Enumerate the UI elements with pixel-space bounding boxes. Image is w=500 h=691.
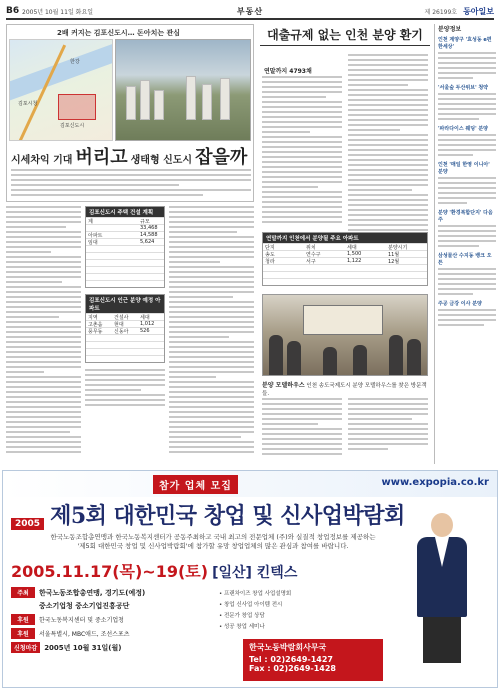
expo-url[interactable]: www.expopia.co.kr — [381, 477, 489, 488]
info-row: 중소기업청 중소기업진흥공단 — [39, 602, 130, 610]
sidebar-item: '서울숲 두산위브' 청약 — [438, 84, 496, 120]
table-row: 단지 위치 세대 분양시기 — [263, 243, 427, 250]
info-row: 주최 한국노동조합총연맹, 경기도(예정) — [11, 587, 211, 598]
sidebar-item: 삼성물산 수지동 뱅크 오픈 — [438, 252, 496, 295]
organizer-office: 한국노동박람회사무국 — [249, 643, 327, 652]
housing-plan-table — [85, 206, 165, 288]
expo-info — [11, 587, 211, 656]
expo-year: 2005 — [11, 518, 44, 530]
fax-number: Fax : 02)2649-1428 — [249, 664, 336, 673]
table-title: 연말까지 인천에서 분양될 주요 아파트 — [263, 233, 427, 243]
article-column — [6, 206, 81, 468]
sale-info-sidebar — [434, 24, 496, 464]
feature-headline — [11, 143, 251, 169]
nearby-supply-table — [85, 294, 165, 363]
sidebar-item: '파라다이스 웨딩' 분양 — [438, 125, 496, 156]
sidebar-item: 인천 '매일 한영 이니아' 분양 — [438, 161, 496, 204]
issue-number: 제 26199호 — [424, 8, 458, 16]
contact-box — [243, 639, 383, 681]
expo-dates — [11, 559, 297, 582]
table-row: 지역 건설사 세대 — [86, 313, 164, 320]
phone-number: Tel : 02)2649-1427 — [249, 655, 333, 664]
exhibitor-recruit-banner: 참가 업체 모집 — [153, 475, 238, 494]
expo-title: 제5회 대한민국 창업 및 신사업박람회 — [50, 503, 405, 529]
sidebar-item: 분양 '환경복합단지' 다음주 — [438, 209, 496, 247]
headline-part: 잡을까 — [195, 147, 248, 168]
table-row: 풍무동 신동아 526 — [86, 327, 164, 334]
expo-description: 한국노동조합총연맹과 한국노동복지센터가 공동주최하고 국내 최고의 전문업체 (주)와 실질적 창업정보를 제공하는 '제5회 대한민국 창업 및 신사업박람회'에 참가할 유망 창업업체의 많은 관심과 참여를 바랍니다. — [50, 533, 376, 550]
feature-article — [6, 24, 254, 202]
table-row: 청라 서구 1,122 12월 — [263, 257, 427, 264]
article-column — [262, 398, 342, 462]
section-title: 부동산 — [236, 6, 264, 16]
table-row: 아파트 14,588 — [86, 231, 164, 238]
table-row: 고촌읍 현대 1,012 — [86, 320, 164, 327]
info-row: 후원 서울특별시, MBC애드, 조선스포츠 — [11, 628, 211, 639]
event-dates: 2005.11.17(목)~19(토) — [11, 562, 209, 581]
sidebar-title: 분양정보 — [438, 26, 462, 33]
article-column — [348, 54, 428, 234]
incheon-article — [260, 24, 430, 464]
presenter-illustration — [409, 513, 473, 663]
expo-advertisement — [2, 470, 498, 688]
expo-bullets: • 프랜차이즈 창업 사업설명회 • 창업 신사업 아이템 전시 • 전문가 창업 상담 • 성공 창업 세미나 — [219, 591, 292, 630]
article-column — [348, 398, 428, 462]
info-row: 후원 한국노동복지센터 및 중소기업청 — [11, 614, 211, 625]
feature-kicker: 2배 커지는 김포신도시… 돈아치는 관심 — [57, 29, 181, 37]
model-house-photo — [262, 294, 428, 376]
location-map — [9, 39, 113, 141]
photo-caption — [262, 380, 428, 397]
headline-part: 생태형 신도시 — [130, 155, 193, 166]
sidebar-item: 주공 금강 이사 분양 — [438, 300, 496, 326]
article-column — [169, 206, 254, 468]
article-subhead: 연말까지 4793채 — [264, 68, 312, 75]
table-row: 송도 연수구 1,500 11월 — [263, 250, 427, 257]
map-label: 김포시청 — [18, 101, 38, 107]
aerial-photo — [115, 39, 251, 141]
article-column — [262, 76, 342, 226]
article-headline: 대출규제 없는 인천 분양 환기 — [260, 24, 430, 46]
table-title: 김포신도시 인근 분양 예정 아파트 — [86, 295, 164, 313]
caption-body: 인천 송도국제도시 분양 모델하우스를 찾은 방문객들. — [262, 383, 427, 397]
map-label: 한강 — [70, 59, 80, 65]
expo-title-row — [11, 499, 405, 530]
newspaper-logo: 동아일보 — [463, 6, 494, 16]
map-label: 김포신도시 — [60, 123, 85, 129]
incheon-supply-table — [262, 232, 428, 286]
publication-date: 2005년 10월 11일 화요일 — [22, 8, 94, 16]
page-number: B6 — [6, 6, 20, 16]
headline-part: 시세차익 기대 — [11, 155, 73, 166]
table-title: 김포신도시 주택 건설 계획 — [86, 207, 164, 217]
table-row: 33,468 — [86, 224, 164, 231]
headline-part: 버리고 — [75, 147, 128, 168]
caption-title: 분양 모델하우스 — [262, 382, 305, 389]
tables-column — [85, 206, 165, 468]
page-header — [6, 4, 494, 20]
info-row: 신청마감 2005년 10월 31일(월) — [11, 642, 211, 653]
event-venue: [일산] 킨텍스 — [212, 565, 298, 581]
table-row: 계 규모 — [86, 217, 164, 224]
feature-body-text — [11, 169, 251, 201]
table-row: 임대 5,624 — [86, 238, 164, 245]
new-town-zone — [58, 94, 96, 120]
sidebar-item: 인천 계양구 '효성동 e편한세상' — [438, 36, 496, 79]
